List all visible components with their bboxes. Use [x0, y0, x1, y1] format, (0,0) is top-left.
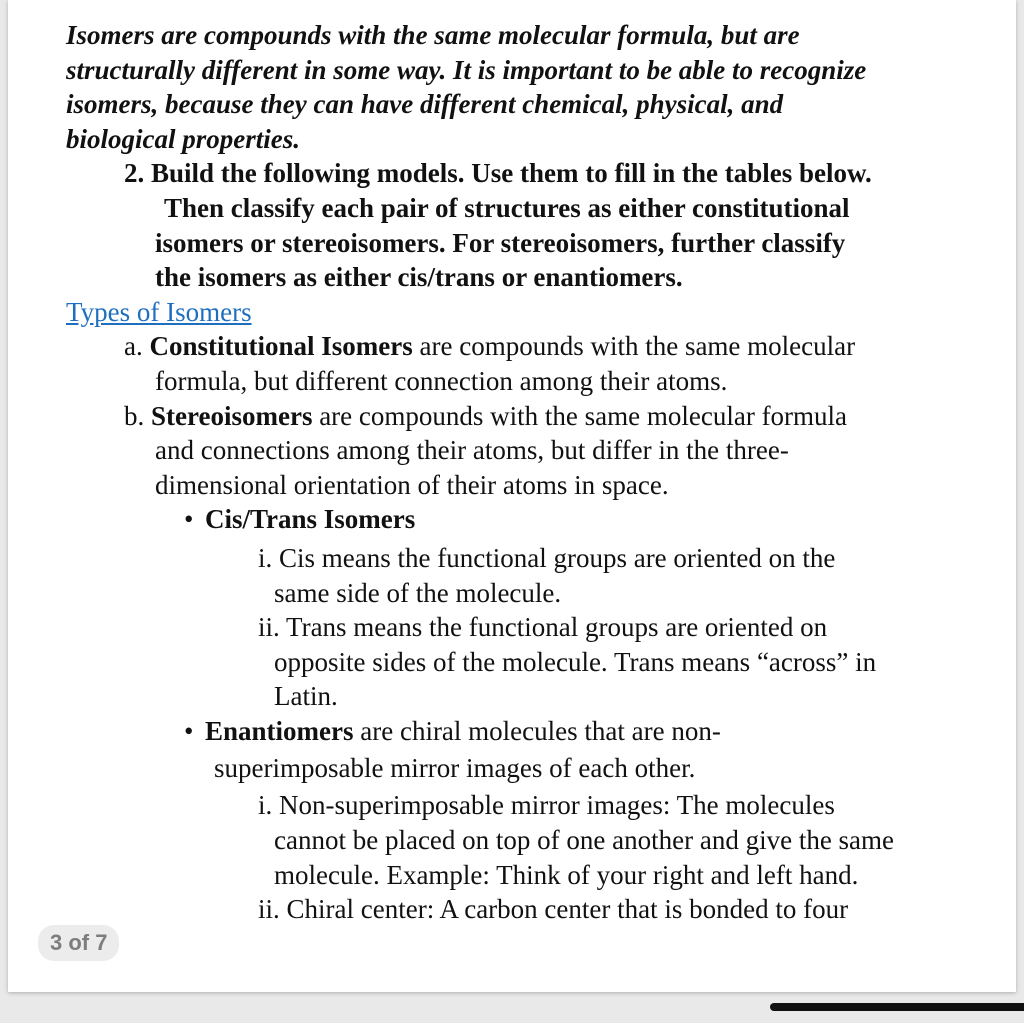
intro-line: structurally different in some way. It is important to be able to recognize: [66, 54, 867, 85]
intro-line: Isomers are compounds with the same molecular formula, but are: [66, 20, 800, 50]
list-item-stereoisomers: [124, 399, 966, 503]
list-item-constitutional: [124, 329, 966, 398]
instruction-line: isomers or stereoisomers. For stereoisomers, further classify: [155, 227, 846, 258]
document-page: [8, 0, 1016, 992]
intro-paragraph: [66, 18, 966, 156]
page-indicator-badge: 3 of 7: [38, 925, 119, 961]
sub-item-text: Cis means the functional groups are oriented on the: [272, 542, 836, 573]
item-number: 2.: [124, 158, 145, 189]
definition-text: superimposable mirror images of each other.: [214, 753, 696, 784]
instruction-item-2: [124, 156, 966, 294]
definition-text: are chiral molecules that are non-: [353, 715, 721, 746]
definition-text: are compounds with the same molecular: [412, 331, 856, 362]
instruction-line: Build the following models. Use them to fill in the tables below.: [151, 158, 872, 189]
sub-item-text: opposite sides of the molecule. Trans means “across” in: [274, 646, 877, 677]
instruction-line: Then classify each pair of structures as either constitutional: [164, 192, 850, 223]
sub-item-text: molecule. Example: Think of your right and left hand.: [274, 859, 859, 890]
intro-line: isomers, because they can have different chemical, physical, and: [66, 89, 784, 120]
sub-item-cis: [258, 541, 966, 610]
sub-item-mirror-images: [258, 788, 966, 892]
bullet-icon: •: [184, 715, 194, 746]
types-of-isomers-link[interactable]: Types of Isomers: [66, 296, 252, 327]
bullet-enantiomers: [186, 714, 966, 789]
definition-text: formula, but different connection among their atoms.: [155, 365, 728, 396]
definition-text: are compounds with the same molecular formula: [312, 400, 848, 431]
definition-text: dimensional orientation of their atoms in space.: [155, 469, 669, 500]
list-marker: b.: [124, 400, 145, 431]
term-stereoisomers: Stereoisomers: [151, 400, 313, 431]
instruction-line: the isomers as either cis/trans or enantiomers.: [155, 262, 683, 293]
list-marker: a.: [124, 331, 143, 362]
document-body: [66, 18, 966, 927]
list-marker: i.: [258, 790, 273, 821]
term-constitutional-isomers: Constitutional Isomers: [149, 331, 413, 362]
term-enantiomers: Enantiomers: [205, 715, 354, 746]
sub-item-text: Latin.: [274, 681, 338, 712]
sub-item-text: Non-superimposable mirror images: The molecules: [272, 790, 835, 821]
intro-line: biological properties.: [66, 123, 300, 154]
sub-item-text: Chiral center: A carbon center that is bonded to four: [279, 894, 849, 925]
bullet-cis-trans: [186, 502, 966, 537]
sub-item-trans: [258, 610, 966, 714]
list-marker: ii.: [258, 894, 280, 925]
list-marker: i.: [258, 542, 273, 573]
home-indicator-bar[interactable]: [770, 1003, 1024, 1011]
list-marker: ii.: [258, 612, 280, 643]
sub-item-text: cannot be placed on top of one another and give the same: [274, 825, 895, 856]
definition-text: and connections among their atoms, but differ in the three-: [155, 435, 789, 466]
sub-item-chiral-center: [258, 892, 966, 927]
bullet-title: Cis/Trans Isomers: [205, 504, 416, 535]
sub-item-text: same side of the molecule.: [274, 577, 562, 608]
bullet-icon: •: [184, 504, 194, 535]
sub-item-text: Trans means the functional groups are oriented on: [279, 612, 828, 643]
